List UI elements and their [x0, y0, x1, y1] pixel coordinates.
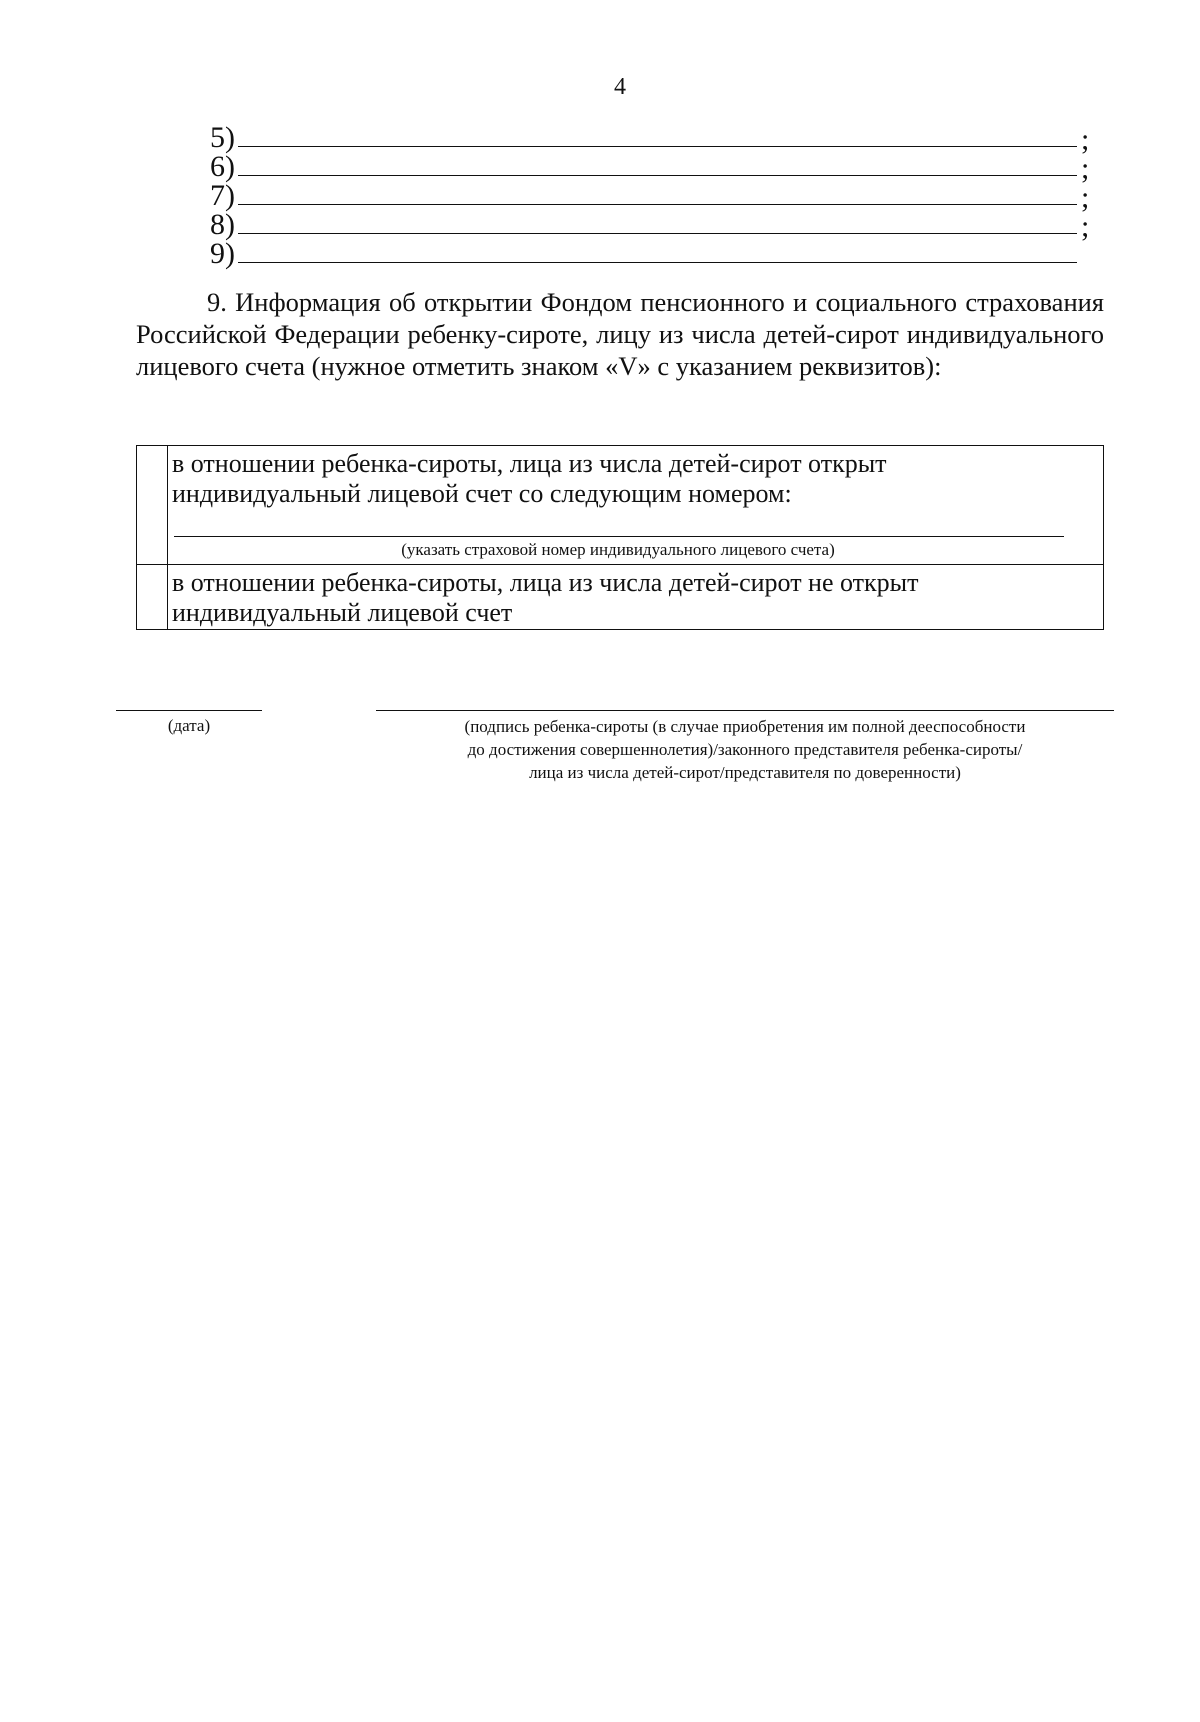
list-item-terminator: ; — [1081, 152, 1090, 185]
date-line[interactable] — [116, 710, 262, 711]
list-item-number: 9) — [210, 237, 235, 270]
account-number-caption: (указать страховой номер индивидуального лицевого счета) — [401, 540, 835, 559]
list-item — [205, 150, 1105, 185]
list-item — [205, 237, 1105, 269]
date-caption: (дата) — [167, 716, 211, 735]
option-text-line: в отношении ребенка-сироты, лица из числа детей-сирот открыт — [172, 449, 887, 478]
list-item-terminator: ; — [1081, 123, 1090, 156]
signature-caption — [376, 715, 1114, 784]
section-9-paragraph: 9. Информация об открытии Фондом пенсионного и социального страхования Российской Федерации ребенку-сироте, лицу из числа детей-сирот индивидуального лицевого счета (нужное отметить знаком «V» с указанием реквизитов): — [136, 287, 1104, 381]
account-number-field[interactable] — [174, 536, 1064, 537]
option-row-not-opened — [137, 564, 1103, 629]
list-item — [205, 208, 1105, 243]
list-item-number: 7) — [210, 179, 235, 212]
list-item — [205, 121, 1105, 156]
fill-in-line — [238, 146, 1077, 147]
list-item-number: 8) — [210, 208, 235, 241]
page-number: 4 — [614, 74, 626, 100]
option-text-line: индивидуальный лицевой счет со следующим номером: — [172, 479, 792, 508]
list-item-terminator: ; — [1081, 210, 1090, 243]
checkbox-cell-not-opened[interactable] — [137, 565, 168, 629]
list-item-terminator: ; — [1081, 181, 1090, 214]
option-text-opened — [168, 446, 1103, 564]
option-row-opened — [137, 446, 1103, 564]
signature-caption-line: (подпись ребенка-сироты (в случае приобретения им полной дееспособности — [464, 717, 1026, 736]
fill-in-line — [238, 175, 1077, 176]
option-text-not-opened — [168, 565, 1103, 629]
account-options-table — [136, 445, 1104, 630]
signature-caption-line: лица из числа детей-сирот/представителя по доверенности) — [529, 763, 961, 782]
signature-line[interactable] — [376, 710, 1114, 711]
list-item — [205, 179, 1105, 214]
list-item-number: 6) — [210, 150, 235, 183]
fill-in-line — [238, 262, 1077, 263]
fill-in-line — [238, 204, 1077, 205]
option-text-line: индивидуальный лицевой счет — [172, 598, 513, 627]
fill-in-line — [238, 233, 1077, 234]
checkbox-cell-opened[interactable] — [137, 446, 168, 564]
list-item-number: 5) — [210, 121, 235, 154]
option-text-line: в отношении ребенка-сироты, лица из числа детей-сирот не открыт — [172, 568, 919, 597]
signature-caption-line: до достижения совершеннолетия)/законного представителя ребенка-сироты/ — [467, 740, 1023, 759]
